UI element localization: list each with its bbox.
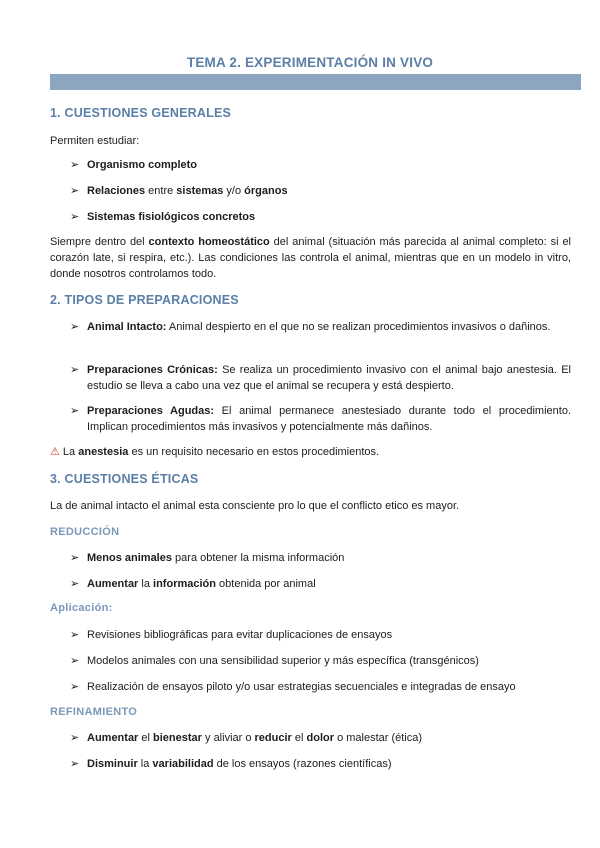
bullet-text-bold: Aumentar <box>87 732 139 744</box>
bullet-text-bold: sistemas <box>176 185 224 197</box>
warning-text-bold: anestesia <box>78 446 129 458</box>
section-heading-tipos-de-preparaciones: 2. TIPOS DE PREPARACIONES <box>50 293 239 307</box>
bullet-text-bold: información <box>153 578 216 590</box>
list-item <box>70 627 571 643</box>
list-item <box>70 550 571 566</box>
bullet-text-bold: reducir <box>254 732 292 744</box>
subheading-refinamiento: REFINAMIENTO <box>50 706 138 718</box>
arrow-bullet-icon: ➢ <box>70 628 80 641</box>
bullet-text: El animal permanece anestesiado durante todo el procedimiento. Implican procedimientos más invasivos y potencialmente más dañinos. <box>87 405 572 433</box>
arrow-bullet-icon: ➢ <box>70 757 80 770</box>
list-item <box>70 183 571 199</box>
paragraph-text: Siempre dentro del <box>50 236 149 248</box>
bullet-text-bold: bienestar <box>153 732 202 744</box>
list-item <box>70 209 571 225</box>
bullet-text: el <box>138 732 154 744</box>
bullet-text: Realización de ensayos piloto y/o usar estrategias secuenciales e integradas de ensayo <box>87 681 516 693</box>
list-item <box>70 157 571 173</box>
bullet-text-bold: Organismo completo <box>87 159 198 171</box>
list-item <box>70 730 571 746</box>
arrow-bullet-icon: ➢ <box>70 184 80 197</box>
list-item <box>70 679 571 695</box>
paragraph-text: del animal (situación más parecida al animal completo: si el corazón late, si respira, etc.). Las condiciones las controla el animal, mientras que en un modelo in vitro, donde nosotros controlamos todo. <box>50 236 572 280</box>
bullet-text-bold: Aumentar <box>87 578 139 590</box>
bullet-text-bold: variabilidad <box>152 758 214 770</box>
bullet-text-bold: Sistemas fisiológicos concretos <box>87 211 256 223</box>
section-heading-cuestiones-eticas: 3. CUESTIONES ÉTICAS <box>50 472 199 486</box>
section-1-paragraph <box>50 234 571 282</box>
bullet-text: obtenida por animal <box>215 578 316 590</box>
bullet-text: o malestar (ética) <box>334 732 423 744</box>
page-title: TEMA 2. EXPERIMENTACIÓN IN VIVO <box>186 55 434 70</box>
bullet-text: de los ensayos (razones científicas) <box>213 758 392 770</box>
section-heading-cuestiones-generales: 1. CUESTIONES GENERALES <box>50 106 232 120</box>
list-item <box>70 756 571 772</box>
title-underline-bar <box>50 74 581 90</box>
anesthesia-warning-note <box>50 444 379 460</box>
bullet-text: el <box>291 732 307 744</box>
subheading-aplicacion: Aplicación: <box>50 602 113 614</box>
section-3-intro: La de animal intacto el animal esta consciente pro lo que el conflicto etico es mayor. <box>50 500 460 512</box>
bullet-text-bold: Menos animales <box>87 552 172 564</box>
bullet-text: y/o <box>223 185 245 197</box>
arrow-bullet-icon: ➢ <box>70 577 80 590</box>
bullet-text-bold: Relaciones <box>87 185 146 197</box>
bullet-text-bold: Animal Intacto: <box>87 321 167 333</box>
list-item <box>70 319 571 335</box>
section-1-intro: Permiten estudiar: <box>50 135 140 147</box>
bullet-text: Se realiza un procedimiento invasivo con el animal bajo anestesia. El estudio se lleva a cabo una vez que el animal se recupera y está despierto. <box>87 364 571 392</box>
bullet-text-bold: Preparaciones Agudas: <box>87 405 215 417</box>
arrow-bullet-icon: ➢ <box>70 363 80 376</box>
bullet-text: y aliviar o <box>201 732 255 744</box>
arrow-bullet-icon: ➢ <box>70 158 80 171</box>
paragraph-text-bold: contexto homeostático <box>148 236 270 248</box>
arrow-bullet-icon: ➢ <box>70 404 80 417</box>
warning-text: es un requisito necesario en estos procedimientos. <box>128 446 380 458</box>
arrow-bullet-icon: ➢ <box>70 320 80 333</box>
bullet-text: entre <box>145 185 177 197</box>
list-item <box>70 403 571 435</box>
bullet-text: Revisiones bibliográficas para evitar duplicaciones de ensayos <box>87 629 393 641</box>
bullet-text-bold: órganos <box>244 185 288 197</box>
warning-text: La <box>59 446 79 458</box>
bullet-text-bold: Disminuir <box>87 758 138 770</box>
bullet-text-bold: Preparaciones Crónicas: <box>87 364 218 376</box>
subheading-reduccion: REDUCCIÓN <box>50 526 120 538</box>
arrow-bullet-icon: ➢ <box>70 210 80 223</box>
arrow-bullet-icon: ➢ <box>70 680 80 693</box>
list-item <box>70 362 571 394</box>
bullet-text: la <box>137 758 153 770</box>
arrow-bullet-icon: ➢ <box>70 731 80 744</box>
list-item <box>70 653 571 669</box>
list-item <box>70 576 571 592</box>
bullet-text: Modelos animales con una sensibilidad superior y más específica (transgénicos) <box>87 655 479 667</box>
warning-icon: ⚠ <box>50 445 60 458</box>
bullet-text: la <box>138 578 154 590</box>
bullet-text: para obtener la misma información <box>171 552 345 564</box>
arrow-bullet-icon: ➢ <box>70 551 80 564</box>
bullet-text-bold: dolor <box>306 732 335 744</box>
bullet-text: Animal despierto en el que no se realizan procedimientos invasivos o dañinos. <box>166 321 551 333</box>
arrow-bullet-icon: ➢ <box>70 654 80 667</box>
